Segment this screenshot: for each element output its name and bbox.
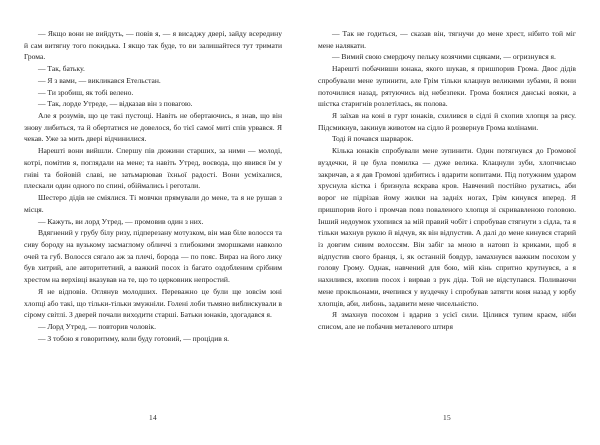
paragraph: Я заїхав на коні в гурт юнаків, схилився в сідлі й схопив хлопця за рясу. Підсмикнув, закинув животом на сідло й розвернув Грома колінами. (318, 111, 576, 132)
paragraph: — З тобою я говоритиму, коли буду готовий, — процідив я. (38, 333, 230, 343)
paragraph: Вдягнений у грубу білу ризу, підперезану мотузком, він мав біле волосся та сиву бороду на вузькому засмаглому обличчі з глибокими зморшками навколо очей та губ. Волосся сягало аж за плечі, борода — по пояс. Вираз на його лику був хитрий, але авторитетний, а важкий посох із багато оздобленим срібним хрестом на верхівці вказував на те, що то церковник непростий. (24, 228, 282, 285)
page-number-right: 15 (443, 413, 451, 422)
paragraph: Нарешті побачивши юнака, якого шукав, я пришпорив Грома. Двоє дідів спробували мене зупинити, але Грім тільки клацнув великими зубами, й вони поточилися назад, рятуючись від небезпеки. Грома боялися данські вояки, а шістка старигнів розлетілась, як полова. (318, 64, 576, 109)
paragraph: — Лорд Утред, — повторив чоловік. (38, 321, 156, 331)
paragraph: Я змахнув посохом і вдарив з усієї сили. Цілився тупим краєм, ніби списом, але не побачив металевого штиря (318, 310, 576, 331)
paragraph: — Так, лорде Утреде, — відказав він з повагою. (38, 99, 193, 109)
right-page (300, 0, 600, 445)
paragraph: Я не відповів. Оглянув молодших. Переважно це були ще зовсім юні хлопці або такі, що тільки-тільки змужніли. Голені лоби тьмяно виблискували в сірому світлі. З дверей почали виходити старші. Батьки юнаків, здогадався я. (24, 286, 282, 320)
right-page-textblock (318, 28, 576, 333)
paragraph: — Ти зробиш, як тобі велено. (38, 87, 134, 97)
paragraph: — Кажуть, ви лорд Утред, — промовив один з них. (38, 216, 204, 226)
paragraph: — Вимий свою смердючу пельку козячими сцяками, — огризнувся я. (332, 52, 556, 62)
page-number-left: 14 (149, 413, 157, 422)
paragraph: Тоді й почався шарварок. (332, 134, 414, 144)
paragraph: Нарешті вони вийшли. Спершу пів дюжини старших, за ними — молоді, котрі, помітив я, поглядали на мене; та навіть Утред, воєвода, що явився їм у гніві та бойовій славі, не затьмарював їхньої радості. Вони усміхалися, плескали один одного по спині, обіймались і реготали. (24, 146, 282, 191)
paragraph: — Так, батьку. (38, 64, 85, 74)
paragraph: Шестеро дідів не сміялися. Ті мовчки прямували до мене, та я не рушав з місця. (24, 193, 282, 214)
paragraph: — Якщо вони не вийдуть, — повів я, — я висаджу двері, зайду всередину й сам витягну того покидька. І якщо так буде, то ви залишайтеся тут тримати Грома. (24, 29, 282, 62)
left-page-textblock (24, 28, 282, 344)
paragraph: Кілька юнаків спробували мене зупинити. Один потягнувся до Громової вуздечки, й це була помилка — дуже велика. Клацнули зуби, хлопчисько закричав, а я дав Громові здибитись і вдарити копитами. Під потужним ударом хруснула кістка і бризнула яскрава кров. Навчений постійно рухатись, аби ворог не підрізав йому жилки на задніх ногах, Грім кинувся вперед. Я пришпорив його і промчав повз поваленого хлопця зі скривавленою головою. Інший недоумок ухопився за мій правий чобіт і спробував стягнути з сідла, та я тільки махнув рукою й відчув, як він відпустив. А далі до мене кинувся старий із довгим сивим волоссям. Він забіг за мною в натовп із криками, щоб я відпустив свого бранця, і, як останній бовдур, замахнувся важким посохом у голову Грому. Однак, навчений для бою, мій кінь спритно крутнувся, а я нахилився, вхопив посох і вирвав з рук діда. Той не відступався. Поливаючи мене прокльонами, вчепився у вуздечку і спробував затягти коня назад у юрбу хлопців, аби, либонь, задавити мене чисельністю. (318, 146, 576, 308)
paragraph: — Так не годиться, — сказав він, тягнучи до мене хрест, нібито той міг мене налякати. (318, 29, 576, 50)
paragraph: — Я з вами, — викликався Етельстан. (38, 75, 161, 85)
paragraph: Але я розумів, що це такі пустощі. Навіть не обертаючись, я знав, що він знову либиться, та й обертатися не довелося, бо тієї самої миті спів урвався. Я чекав. Уже за мить двері відчинилися. (24, 111, 282, 144)
